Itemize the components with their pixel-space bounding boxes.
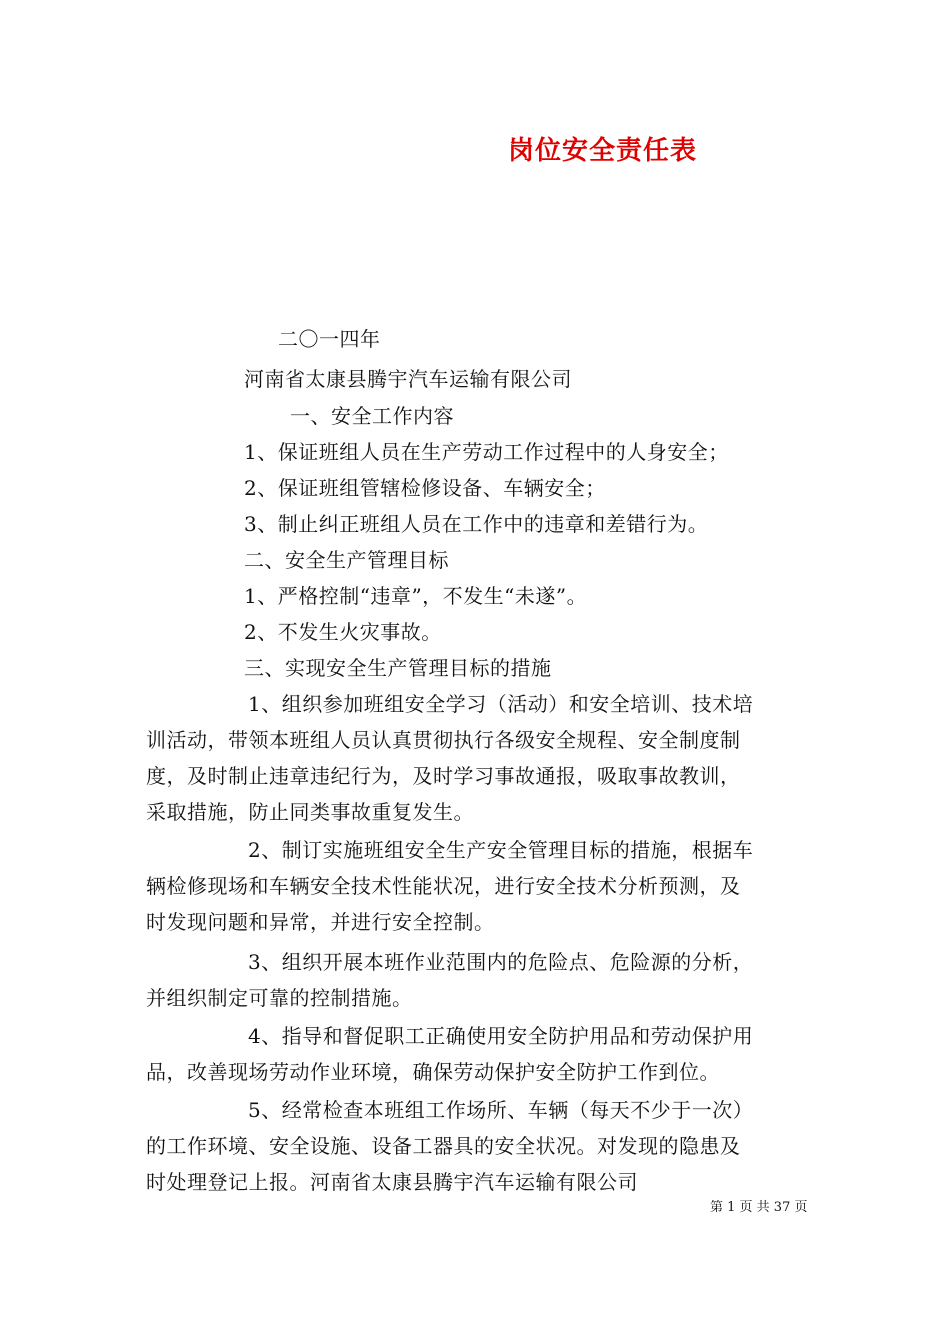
- content-line: 2、保证班组管辖检修设备、车辆安全；: [244, 476, 606, 500]
- paragraph-line: 采取措施，防止同类事故重复发生。: [146, 800, 474, 824]
- content-line: 1、严格控制“违章”，不发生“未遂”。: [244, 584, 588, 608]
- section-heading-2: 二、安全生产管理目标: [244, 548, 449, 572]
- paragraph-line: 1、组织参加班组安全学习（活动）和安全培训、技术培: [248, 692, 754, 716]
- paragraph-line: 2、制订实施班组安全生产安全管理目标的措施，根据车: [248, 838, 754, 862]
- paragraph-line: 5、经常检查本班组工作场所、车辆（每天不少于一次）: [248, 1098, 754, 1122]
- paragraph-line: 时发现问题和异常，并进行安全控制。: [146, 910, 495, 934]
- paragraph-line: 4、指导和督促职工正确使用安全防护用品和劳动保护用: [248, 1024, 754, 1048]
- year-line: 二〇一四年: [278, 327, 381, 351]
- paragraph-line: 品，改善现场劳动作业环境，确保劳动保护安全防护工作到位。: [146, 1060, 720, 1084]
- paragraph-line: 时处理登记上报。河南省太康县腾宇汽车运输有限公司: [146, 1170, 638, 1194]
- section-heading-3: 三、实现安全生产管理目标的措施: [244, 656, 552, 680]
- document-title: 岗位安全责任表: [508, 136, 698, 166]
- content-line: 1、保证班组人员在生产劳动工作过程中的人身安全；: [244, 440, 729, 464]
- company-line: 河南省太康县腾宇汽车运输有限公司: [244, 367, 572, 391]
- content-line: 3、制止纠正班组人员在工作中的违章和差错行为。: [244, 512, 709, 536]
- paragraph-line: 度，及时制止违章违纪行为，及时学习事故通报，吸取事故教训，: [146, 764, 741, 788]
- section-heading-1: 一、安全工作内容: [290, 404, 454, 428]
- page-number: 第 1 页 共 37 页: [710, 1200, 808, 1215]
- paragraph-line: 训活动，带领本班组人员认真贯彻执行各级安全规程、安全制度制: [146, 728, 741, 752]
- paragraph-line: 3、组织开展本班作业范围内的危险点、危险源的分析，: [248, 950, 754, 974]
- content-line: 2、不发生火灾事故。: [244, 620, 442, 644]
- paragraph-line: 辆检修现场和车辆安全技术性能状况，进行安全技术分析预测，及: [146, 874, 741, 898]
- paragraph-line: 的工作环境、安全设施、设备工器具的安全状况。对发现的隐患及: [146, 1134, 741, 1158]
- paragraph-line: 并组织制定可靠的控制措施。: [146, 986, 413, 1010]
